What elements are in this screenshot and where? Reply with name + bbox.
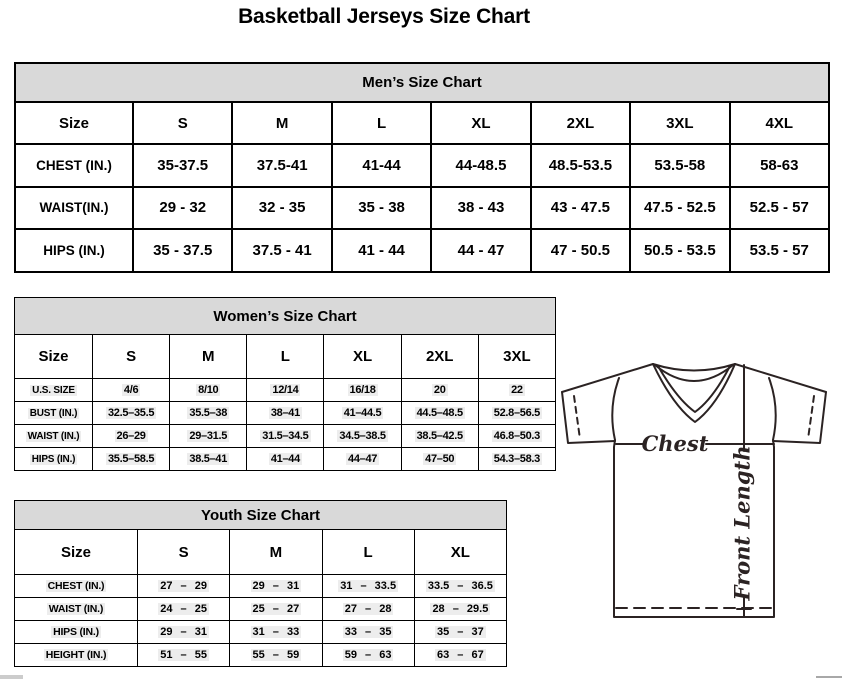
measurement-value-cell: [401, 425, 478, 448]
value-text: 4/6: [123, 384, 139, 396]
value-text: 31 – 33: [252, 626, 300, 638]
youth-size-chart-header: Youth Size Chart: [14, 500, 507, 529]
measurement-value-cell: [138, 621, 230, 644]
youth-size-table: [14, 529, 507, 667]
page-title: Basketball Jerseys Size Chart: [238, 5, 530, 28]
jersey-right-sleeve-outline: [773, 392, 826, 443]
value-text: 33.5 – 36.5: [427, 580, 493, 592]
size-header-l: L: [322, 530, 414, 575]
measurement-value-cell: 44 - 47: [431, 229, 530, 272]
value-text: 20: [433, 384, 446, 396]
measurement-row-label: [15, 402, 93, 425]
measurement-row: [15, 644, 507, 667]
measurement-value-cell: 53.5 - 57: [730, 229, 829, 272]
measurement-row: [15, 144, 829, 187]
value-text: 51 – 55: [160, 649, 207, 661]
size-header-m: M: [232, 102, 331, 144]
value-text: 27 – 28: [344, 603, 392, 615]
measurement-value-cell: [138, 598, 230, 621]
value-text: WAIST (IN.): [48, 603, 104, 615]
measurement-row: [15, 598, 507, 621]
collar-back-arc: [653, 364, 735, 371]
measurement-value-cell: [414, 644, 506, 667]
value-text: 24 – 25: [160, 603, 207, 615]
value-text: 35.5–38: [189, 407, 228, 419]
size-header-s: S: [133, 102, 232, 144]
measurement-value-cell: [478, 402, 555, 425]
value-text: 27 – 29: [160, 580, 207, 592]
measurement-value-cell: 35-37.5: [133, 144, 232, 187]
measurement-row: [15, 379, 556, 402]
jersey-left-shoulder-line: [562, 364, 653, 392]
measurement-row-label: [15, 448, 93, 471]
value-text: 29–31.5: [189, 430, 228, 442]
mens-size-chart-header: Men’s Size Chart: [14, 62, 830, 101]
measurement-value-cell: 29 - 32: [133, 187, 232, 230]
youth-size-chart: [14, 500, 507, 667]
measurement-value-cell: 58-63: [730, 144, 829, 187]
measurement-value-cell: [230, 598, 322, 621]
size-column-label: Size: [15, 530, 138, 575]
measurement-row: [15, 621, 507, 644]
size-header-l: L: [332, 102, 431, 144]
size-header-3xl: 3XL: [630, 102, 729, 144]
measurement-value-cell: 47.5 - 52.5: [630, 187, 729, 230]
collar-inner-v-line: [658, 366, 730, 412]
measurement-value-cell: [170, 425, 247, 448]
measurement-row-label: [15, 379, 93, 402]
value-text: 38.5–42.5: [416, 430, 463, 442]
measurement-value-cell: [138, 644, 230, 667]
size-header-2xl: 2XL: [401, 335, 478, 379]
value-text: 26–29: [116, 430, 146, 442]
measurement-value-cell: 50.5 - 53.5: [630, 229, 729, 272]
size-header-row: [15, 530, 507, 575]
measurement-row: [15, 448, 556, 471]
size-header-s: S: [138, 530, 230, 575]
jersey-measurement-diagram: [549, 353, 841, 638]
value-text: 44–47: [348, 453, 378, 465]
measurement-value-cell: [170, 379, 247, 402]
jersey-left-armhole-seam: [612, 378, 619, 440]
measurement-value-cell: 35 - 37.5: [133, 229, 232, 272]
size-header-row: [15, 335, 556, 379]
jersey-left-sleeve-outline: [562, 392, 615, 443]
measurement-value-cell: [93, 379, 170, 402]
front-length-label: Front Length: [729, 445, 755, 601]
measurement-row-label: HIPS (IN.): [15, 229, 133, 272]
measurement-value-cell: [170, 402, 247, 425]
jersey-diagram-svg: [549, 353, 841, 638]
measurement-value-cell: [478, 448, 555, 471]
measurement-value-cell: [401, 379, 478, 402]
measurement-value-cell: 35 - 38: [332, 187, 431, 230]
measurement-value-cell: 32 - 35: [232, 187, 331, 230]
measurement-value-cell: [324, 402, 401, 425]
measurement-row: [15, 575, 507, 598]
measurement-value-cell: [322, 575, 414, 598]
measurement-value-cell: 43 - 47.5: [531, 187, 630, 230]
value-text: HEIGHT (IN.): [45, 649, 107, 661]
measurement-row-label: [15, 575, 138, 598]
womens-size-chart-header: Women’s Size Chart: [14, 297, 556, 334]
value-text: 46.8–50.3: [493, 430, 541, 442]
value-text: HIPS (IN.): [31, 453, 76, 465]
value-text: HIPS (IN.): [53, 626, 99, 638]
value-text: U.S. SIZE: [32, 384, 75, 396]
value-text: 54.3–58.3: [493, 453, 541, 465]
measurement-value-cell: [324, 448, 401, 471]
value-text: 16/18: [349, 384, 376, 396]
measurement-value-cell: [414, 621, 506, 644]
value-text: 52.8–56.5: [493, 407, 541, 419]
value-text: 55 – 59: [252, 649, 300, 661]
value-text: CHEST (IN.): [47, 580, 105, 592]
measurement-value-cell: [322, 598, 414, 621]
size-header-m: M: [230, 530, 322, 575]
value-text: 41–44: [270, 453, 300, 465]
value-text: 38.5–41: [189, 453, 228, 465]
size-header-xl: XL: [414, 530, 506, 575]
measurement-value-cell: [93, 425, 170, 448]
measurement-value-cell: [322, 644, 414, 667]
value-text: BUST (IN.): [29, 407, 78, 419]
measurement-value-cell: [324, 379, 401, 402]
measurement-value-cell: [93, 402, 170, 425]
measurement-value-cell: 52.5 - 57: [730, 187, 829, 230]
measurement-value-cell: [247, 425, 324, 448]
mens-size-chart: [14, 62, 830, 273]
chest-label: Chest: [641, 431, 709, 456]
value-text: WAIST (IN.): [27, 430, 80, 442]
value-text: 35.5–58.5: [107, 453, 155, 465]
measurement-value-cell: 41 - 44: [332, 229, 431, 272]
cropped-fragment-bottom-left: [0, 675, 23, 679]
value-text: 44.5–48.5: [416, 407, 463, 419]
measurement-value-cell: [247, 402, 324, 425]
size-header-xl: XL: [324, 335, 401, 379]
measurement-value-cell: 48.5-53.5: [531, 144, 630, 187]
measurement-value-cell: [93, 448, 170, 471]
measurement-value-cell: [230, 575, 322, 598]
value-text: 12/14: [272, 384, 299, 396]
size-column-label: Size: [15, 102, 133, 144]
size-header-m: M: [170, 335, 247, 379]
measurement-value-cell: [414, 575, 506, 598]
sleeve-cuff-dashed-line-left: [574, 396, 580, 439]
measurement-value-cell: 47 - 50.5: [531, 229, 630, 272]
measurement-value-cell: 37.5-41: [232, 144, 331, 187]
value-text: 31 – 33.5: [340, 580, 397, 592]
size-header-xl: XL: [431, 102, 530, 144]
measurement-value-cell: [247, 448, 324, 471]
value-text: 59 – 63: [344, 649, 392, 661]
value-text: 31.5–34.5: [262, 430, 309, 442]
value-text: 25 – 27: [252, 603, 300, 615]
size-column-label: Size: [15, 335, 93, 379]
jersey-right-armhole-seam: [769, 378, 776, 440]
measurement-value-cell: [322, 621, 414, 644]
measurement-value-cell: [401, 402, 478, 425]
measurement-value-cell: [401, 448, 478, 471]
size-header-row: [15, 102, 829, 144]
value-text: 32.5–35.5: [107, 407, 155, 419]
womens-size-chart: [14, 297, 556, 471]
value-text: 29 – 31: [252, 580, 300, 592]
value-text: 63 – 67: [437, 649, 484, 661]
value-text: 33 – 35: [344, 626, 392, 638]
measurement-value-cell: [138, 575, 230, 598]
value-text: 8/10: [198, 384, 219, 396]
measurement-row-label: CHEST (IN.): [15, 144, 133, 187]
size-header-4xl: 4XL: [730, 102, 829, 144]
measurement-value-cell: [170, 448, 247, 471]
size-header-3xl: 3XL: [478, 335, 555, 379]
measurement-row-label: WAIST(IN.): [15, 187, 133, 230]
measurement-value-cell: 53.5-58: [630, 144, 729, 187]
mens-size-table: [14, 101, 830, 273]
value-text: 38–41: [270, 407, 300, 419]
size-header-l: L: [247, 335, 324, 379]
measurement-value-cell: 37.5 - 41: [232, 229, 331, 272]
cropped-fragment-bottom-right: [816, 676, 842, 678]
size-header-2xl: 2XL: [531, 102, 630, 144]
measurement-row-label: [15, 425, 93, 448]
measurement-value-cell: [478, 379, 555, 402]
measurement-row-label: [15, 644, 138, 667]
measurement-row: [15, 187, 829, 230]
value-text: 34.5–38.5: [339, 430, 386, 442]
value-text: 22: [511, 384, 523, 396]
measurement-row-label: [15, 598, 138, 621]
size-header-s: S: [93, 335, 170, 379]
value-text: 47–50: [425, 453, 455, 465]
measurement-row: [15, 425, 556, 448]
measurement-value-cell: [247, 379, 324, 402]
womens-size-table: [14, 334, 556, 471]
measurement-value-cell: [230, 644, 322, 667]
measurement-value-cell: 41-44: [332, 144, 431, 187]
jersey-right-shoulder-line: [735, 364, 826, 392]
measurement-row: [15, 402, 556, 425]
measurement-value-cell: 38 - 43: [431, 187, 530, 230]
measurement-row: [15, 229, 829, 272]
measurement-row-label: [15, 621, 138, 644]
measurement-value-cell: [324, 425, 401, 448]
measurement-value-cell: [478, 425, 555, 448]
measurement-value-cell: [414, 598, 506, 621]
sleeve-cuff-dashed-line-right: [808, 396, 814, 439]
measurement-value-cell: 44-48.5: [431, 144, 530, 187]
value-text: 41–44.5: [343, 407, 382, 419]
measurement-value-cell: [230, 621, 322, 644]
value-text: 29 – 31: [160, 626, 207, 638]
value-text: 35 – 37: [437, 626, 484, 638]
value-text: 28 – 29.5: [432, 603, 489, 615]
